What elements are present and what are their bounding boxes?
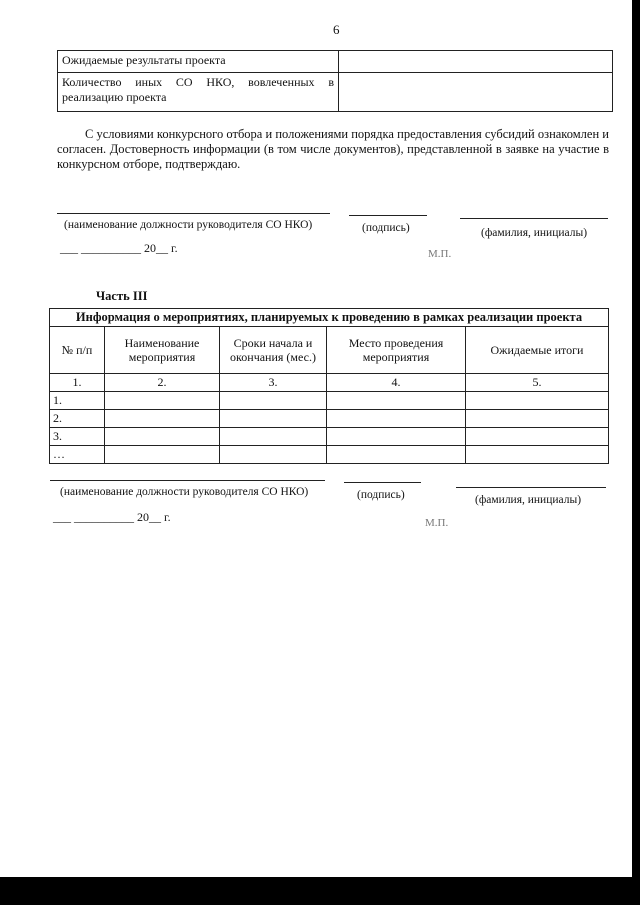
table-header-row <box>50 327 609 374</box>
position-caption: (наименование должности руководителя СО НКО) <box>64 219 313 231</box>
results-value-expected <box>339 51 613 73</box>
col-header-name: Наименование мероприятия <box>105 327 220 374</box>
col-header-dates: Сроки начала и окончания (мес.) <box>220 327 327 374</box>
row-number: 2. <box>50 410 105 428</box>
scan-edge-right <box>632 0 640 905</box>
name-line <box>456 487 606 488</box>
page-number: 6 <box>333 22 340 37</box>
position-line <box>57 213 330 214</box>
date-field: ___ __________ 20__ г. <box>53 510 171 524</box>
col-header-number: № п/п <box>50 327 105 374</box>
position-line <box>50 480 325 481</box>
date-field: ___ __________ 20__ г. <box>60 241 178 255</box>
signature-line <box>344 482 421 483</box>
events-table-title: Информация о мероприятиях, планируемых к проведению в рамках реализации проекта <box>50 309 609 327</box>
results-value-nko-count <box>339 73 613 112</box>
row-number: … <box>50 446 105 464</box>
col-number-2: 2. <box>105 374 220 392</box>
results-label-nko-count <box>58 73 339 112</box>
scan-edge-bottom <box>0 877 640 905</box>
col-number-3: 3. <box>220 374 327 392</box>
table-caption-row <box>50 309 609 327</box>
position-caption: (наименование должности руководителя СО НКО) <box>60 486 309 498</box>
name-caption: (фамилия, инициалы) <box>475 494 582 506</box>
col-header-place: Место проведения мероприятия <box>327 327 466 374</box>
name-caption: (фамилия, инициалы) <box>481 227 588 239</box>
table-row <box>50 392 609 410</box>
table-row <box>50 428 609 446</box>
results-label-nko-count-text: Количество иных СО НКО, вовлеченных в реализацию проекта <box>62 75 334 104</box>
events-table <box>49 308 609 464</box>
column-number-row <box>50 374 609 392</box>
table-row <box>50 446 609 464</box>
table-row <box>50 410 609 428</box>
table-row <box>58 51 613 73</box>
name-line <box>460 218 608 219</box>
col-number-1: 1. <box>50 374 105 392</box>
col-number-4: 4. <box>327 374 466 392</box>
row-number: 1. <box>50 392 105 410</box>
signature-caption: (подпись) <box>357 489 405 501</box>
col-header-results: Ожидаемые итоги <box>466 327 609 374</box>
part-heading: Часть III <box>96 289 148 303</box>
row-number: 3. <box>50 428 105 446</box>
confirmation-paragraph: С условиями конкурсного отбора и положениями порядка предоставления субсидий ознакомлен и согласен. Достоверность информации (в том числе документов), представленной в заявке на участие в конкурсном отборе, подтверждаю. <box>57 127 609 171</box>
results-label-expected: Ожидаемые результаты проекта <box>58 51 339 73</box>
signature-line <box>349 215 427 216</box>
table-row <box>58 73 613 112</box>
stamp-place: М.П. <box>428 248 452 260</box>
signature-caption: (подпись) <box>362 222 410 234</box>
results-table <box>57 50 613 112</box>
col-number-5: 5. <box>466 374 609 392</box>
stamp-place: М.П. <box>425 517 449 529</box>
